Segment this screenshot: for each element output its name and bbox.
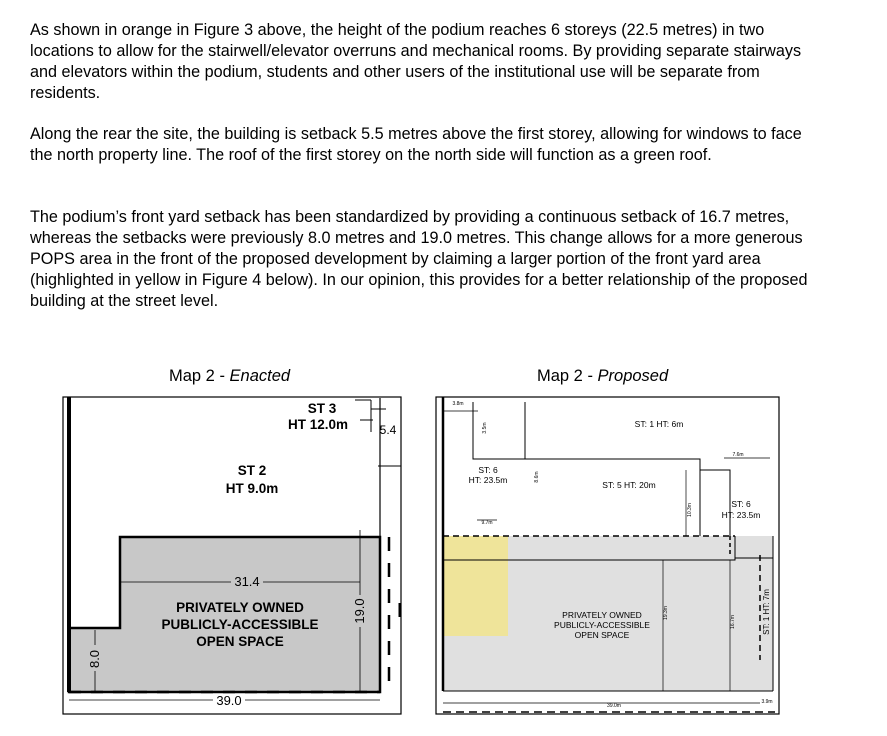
proposed-dim-19-3m: 19.3m: [663, 606, 669, 620]
proposed-dim-39-0m: 39.0m: [607, 703, 621, 709]
proposed-dim-3-9m: 3.9m: [761, 699, 773, 705]
map-enacted-title: Map 2 - Enacted: [169, 367, 291, 385]
map-proposed-title: Map 2 - Proposed: [537, 367, 669, 385]
proposed-dim-8-6m: 8.6m: [534, 471, 540, 483]
enacted-dim-5-4: 5.4: [379, 423, 397, 437]
proposed-yellow-highlight: [443, 536, 508, 636]
enacted-dim-39-0: 39.0: [216, 693, 242, 708]
enacted-pops-line1: PRIVATELY OWNED: [176, 600, 304, 615]
enacted-st2-height: HT 9.0m: [225, 481, 279, 496]
proposed-dim-16-7m: 16.7m: [730, 615, 736, 629]
enacted-pops-line3: OPEN SPACE: [196, 634, 284, 649]
proposed-dim-9-7m: 9.7m: [481, 520, 493, 526]
proposed-st1-east-label: ST: 1 HT: 7m: [762, 589, 771, 635]
enacted-dim-8-0: 8.0: [87, 649, 102, 669]
paragraph-rear-setback: Along the rear the site, the building is setback 5.5 metres above the first storey, allowing for windows to face the north property line. The roof of the first storey on the north side will function as a green roof.: [30, 125, 802, 164]
proposed-st6-east-label: ST: 6: [731, 499, 751, 509]
proposed-st6-west-height: HT: 23.5m: [468, 475, 508, 485]
paragraph-podium-height: As shown in orange in Figure 3 above, the height of the podium reaches 6 storeys (22.5 metres) in two locations to allow for the stairwell/elevator overruns and mechanical rooms. By providing separate stairways and elevators within the podium, students and other users of the institutional use will be separate from residents.: [30, 21, 802, 102]
proposed-pops-line2: PUBLICLY-ACCESSIBLE: [554, 620, 650, 630]
proposed-st1-label: ST: 1 HT: 6m: [634, 419, 684, 429]
proposed-dim-7-6m: 7.6m: [732, 452, 744, 458]
paragraph-front-setback: The podium’s front yard setback has been standardized by providing a continuous setback of 16.7 metres, whereas the setbacks were previously 8.0 metres and 19.0 metres. This change allows for a more generous POPS area in the front of the proposed development by claiming a larger portion of the front yard area (highlighted in yellow in Figure 4 below). In our opinion, this provides for a better relationship of the proposed building at the street level.: [30, 208, 808, 310]
map-enacted: [63, 397, 401, 714]
proposed-pops-line3: OPEN SPACE: [574, 630, 630, 640]
proposed-st6-west-label: ST: 6: [478, 465, 498, 475]
proposed-st5-label: ST: 5 HT: 20m: [602, 480, 656, 490]
enacted-dim-31-4: 31.4: [234, 574, 260, 589]
proposed-dim-3-5m: 3.5m: [482, 422, 488, 434]
enacted-st3-height: HT 12.0m: [287, 417, 349, 432]
proposed-pops-line1: PRIVATELY OWNED: [562, 610, 642, 620]
enacted-pops-line2: PUBLICLY-ACCESSIBLE: [161, 617, 319, 632]
proposed-dim-3-8m: 3.8m: [452, 401, 464, 407]
proposed-st6-east-height: HT: 23.5m: [721, 510, 761, 520]
proposed-dim-10-3m: 10.3m: [687, 503, 693, 517]
map-proposed: [436, 397, 779, 714]
enacted-dim-19-0: 19.0: [352, 598, 367, 624]
enacted-st2-label: ST 2: [237, 463, 267, 478]
enacted-st3-label: ST 3: [307, 401, 337, 416]
